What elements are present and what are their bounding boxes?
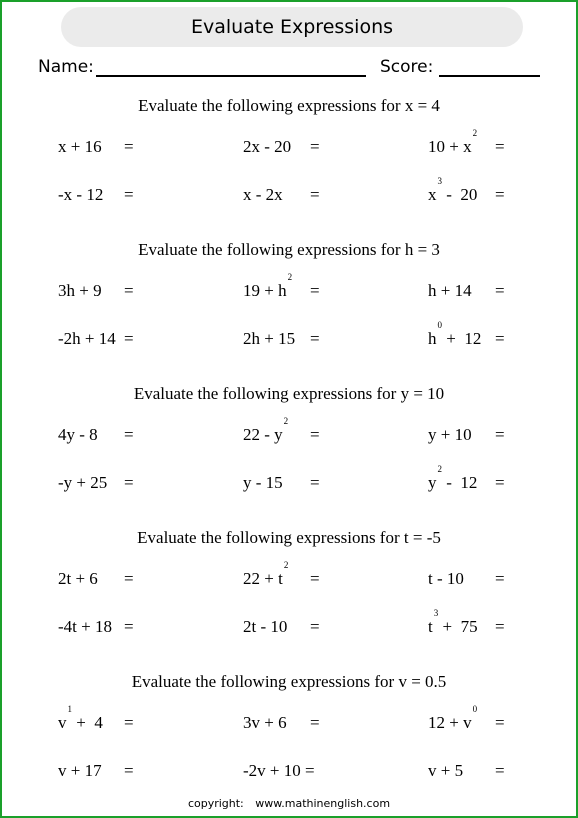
expression-base: t - 10 bbox=[428, 569, 464, 588]
expression bbox=[58, 569, 98, 589]
expression bbox=[428, 320, 482, 349]
expression-base: 2t - 10 bbox=[243, 617, 288, 636]
expression bbox=[58, 185, 103, 205]
expression-base: h bbox=[428, 329, 437, 348]
expression-tail: + 4 bbox=[72, 713, 103, 732]
score-label: Score: bbox=[380, 57, 434, 77]
equals-sign: = bbox=[124, 473, 134, 492]
expression bbox=[58, 704, 103, 733]
equals-sign: = bbox=[310, 185, 320, 204]
expression-base: 2x - 20 bbox=[243, 137, 292, 156]
expression bbox=[243, 473, 283, 493]
expression-tail: - 12 bbox=[442, 473, 478, 492]
equals-sign: = bbox=[310, 137, 320, 156]
expression-base: x - 2x bbox=[243, 185, 283, 204]
expression bbox=[243, 137, 291, 157]
expression-base: -y + 25 bbox=[58, 473, 108, 492]
equals-sign: = bbox=[495, 281, 505, 300]
equals-sign: = bbox=[124, 569, 134, 588]
expression-base: x bbox=[428, 185, 437, 204]
expression-base: -4t + 18 bbox=[58, 617, 112, 636]
expression bbox=[428, 281, 472, 301]
expression bbox=[58, 329, 116, 349]
expression-exponent: 0 bbox=[437, 320, 442, 330]
section-heading: Evaluate the following expressions for v = 0.5 bbox=[131, 672, 447, 691]
expression-base: 12 + v bbox=[428, 713, 472, 732]
expression-exponent: 2 bbox=[283, 416, 289, 426]
equals-sign: = bbox=[495, 569, 505, 588]
equals-sign: = bbox=[124, 137, 134, 156]
page-title: Evaluate Expressions bbox=[61, 7, 523, 47]
expression bbox=[428, 128, 478, 157]
expression bbox=[243, 329, 295, 349]
expression bbox=[243, 713, 287, 733]
expression-exponent: 2 bbox=[437, 464, 442, 474]
equals-sign: = bbox=[124, 761, 134, 780]
expression bbox=[58, 425, 98, 445]
expression bbox=[58, 473, 107, 493]
equals-sign: = bbox=[124, 281, 134, 300]
equals-sign: = bbox=[495, 473, 505, 492]
expression bbox=[243, 560, 289, 589]
expression-tail: + 75 bbox=[438, 617, 478, 636]
equals-sign: = bbox=[310, 617, 320, 636]
equals-sign: = bbox=[124, 713, 134, 732]
expression-base: h + 14 bbox=[428, 281, 472, 300]
equals-sign: = bbox=[124, 425, 134, 444]
equals-sign: = bbox=[310, 569, 320, 588]
site-link[interactable]: www.mathinenglish.com bbox=[255, 797, 391, 810]
expression-exponent: 3 bbox=[437, 176, 442, 186]
expression bbox=[428, 704, 478, 733]
expression-base: -x - 12 bbox=[58, 185, 104, 204]
expression-base: v bbox=[58, 713, 67, 732]
equals-sign: = bbox=[310, 473, 320, 492]
section-heading: Evaluate the following expressions for x = 4 bbox=[138, 96, 440, 115]
expression bbox=[428, 176, 478, 205]
equals-sign: = bbox=[124, 617, 134, 636]
expression-base: y - 15 bbox=[243, 473, 283, 492]
expression-exponent: 2 bbox=[472, 128, 478, 138]
equals-sign: = bbox=[310, 425, 320, 444]
expression bbox=[428, 608, 478, 637]
expression-exponent: 1 bbox=[67, 704, 72, 714]
expression bbox=[243, 761, 315, 781]
expression-base: 3v + 6 bbox=[243, 713, 287, 732]
expression-exponent: 3 bbox=[433, 608, 439, 618]
expression-base: -2v + 10 = bbox=[243, 761, 315, 780]
expression bbox=[428, 425, 472, 445]
equals-sign: = bbox=[495, 425, 505, 444]
name-line[interactable] bbox=[96, 75, 366, 77]
expression-base: -2h + 14 bbox=[58, 329, 116, 348]
expression-exponent: 0 bbox=[472, 704, 478, 714]
expression-base: v + 5 bbox=[428, 761, 464, 780]
equals-sign: = bbox=[310, 713, 320, 732]
expression bbox=[243, 185, 283, 205]
equals-sign: = bbox=[310, 281, 320, 300]
expression-base: 22 + t bbox=[243, 569, 283, 588]
equals-sign: = bbox=[495, 185, 505, 204]
expression-base: 22 - y bbox=[243, 425, 283, 444]
section-heading: Evaluate the following expressions for t = -5 bbox=[137, 528, 441, 547]
expression bbox=[243, 416, 289, 445]
section-heading: Evaluate the following expressions for y = 10 bbox=[133, 384, 445, 403]
expression-base: 4y - 8 bbox=[58, 425, 98, 444]
copyright-label: copyright: bbox=[187, 797, 244, 810]
score-line[interactable] bbox=[439, 75, 540, 77]
expression bbox=[428, 464, 478, 493]
expression-tail: - 20 bbox=[442, 185, 478, 204]
expression-base: 10 + x bbox=[428, 137, 472, 156]
equals-sign: = bbox=[124, 329, 134, 348]
name-label: Name: bbox=[38, 57, 94, 77]
equals-sign: = bbox=[495, 137, 505, 156]
expression-base: t bbox=[428, 617, 433, 636]
section-heading: Evaluate the following expressions for h = 3 bbox=[138, 240, 440, 259]
expression-base: 3h + 9 bbox=[58, 281, 102, 300]
expression bbox=[428, 761, 463, 781]
footer bbox=[0, 797, 578, 810]
expression bbox=[58, 137, 102, 157]
expression-exponent: 2 bbox=[287, 272, 293, 282]
expression bbox=[58, 617, 112, 637]
equals-sign: = bbox=[310, 329, 320, 348]
expression-base: v + 17 bbox=[58, 761, 102, 780]
expression-base: y bbox=[428, 473, 437, 492]
expression bbox=[243, 617, 287, 637]
expression bbox=[428, 569, 464, 589]
equals-sign: = bbox=[124, 185, 134, 204]
expression-base: y + 10 bbox=[428, 425, 472, 444]
expression-base: 19 + h bbox=[243, 281, 287, 300]
expression-base: 2h + 15 bbox=[243, 329, 296, 348]
expression bbox=[58, 281, 102, 301]
expression bbox=[243, 272, 293, 301]
equals-sign: = bbox=[495, 713, 505, 732]
expression-tail: + 12 bbox=[442, 329, 482, 348]
equals-sign: = bbox=[495, 329, 505, 348]
expression-base: x + 16 bbox=[58, 137, 102, 156]
expression-base: 2t + 6 bbox=[58, 569, 98, 588]
expression bbox=[58, 761, 102, 781]
equals-sign: = bbox=[495, 617, 505, 636]
equals-sign: = bbox=[495, 761, 505, 780]
expression-exponent: 2 bbox=[283, 560, 289, 570]
